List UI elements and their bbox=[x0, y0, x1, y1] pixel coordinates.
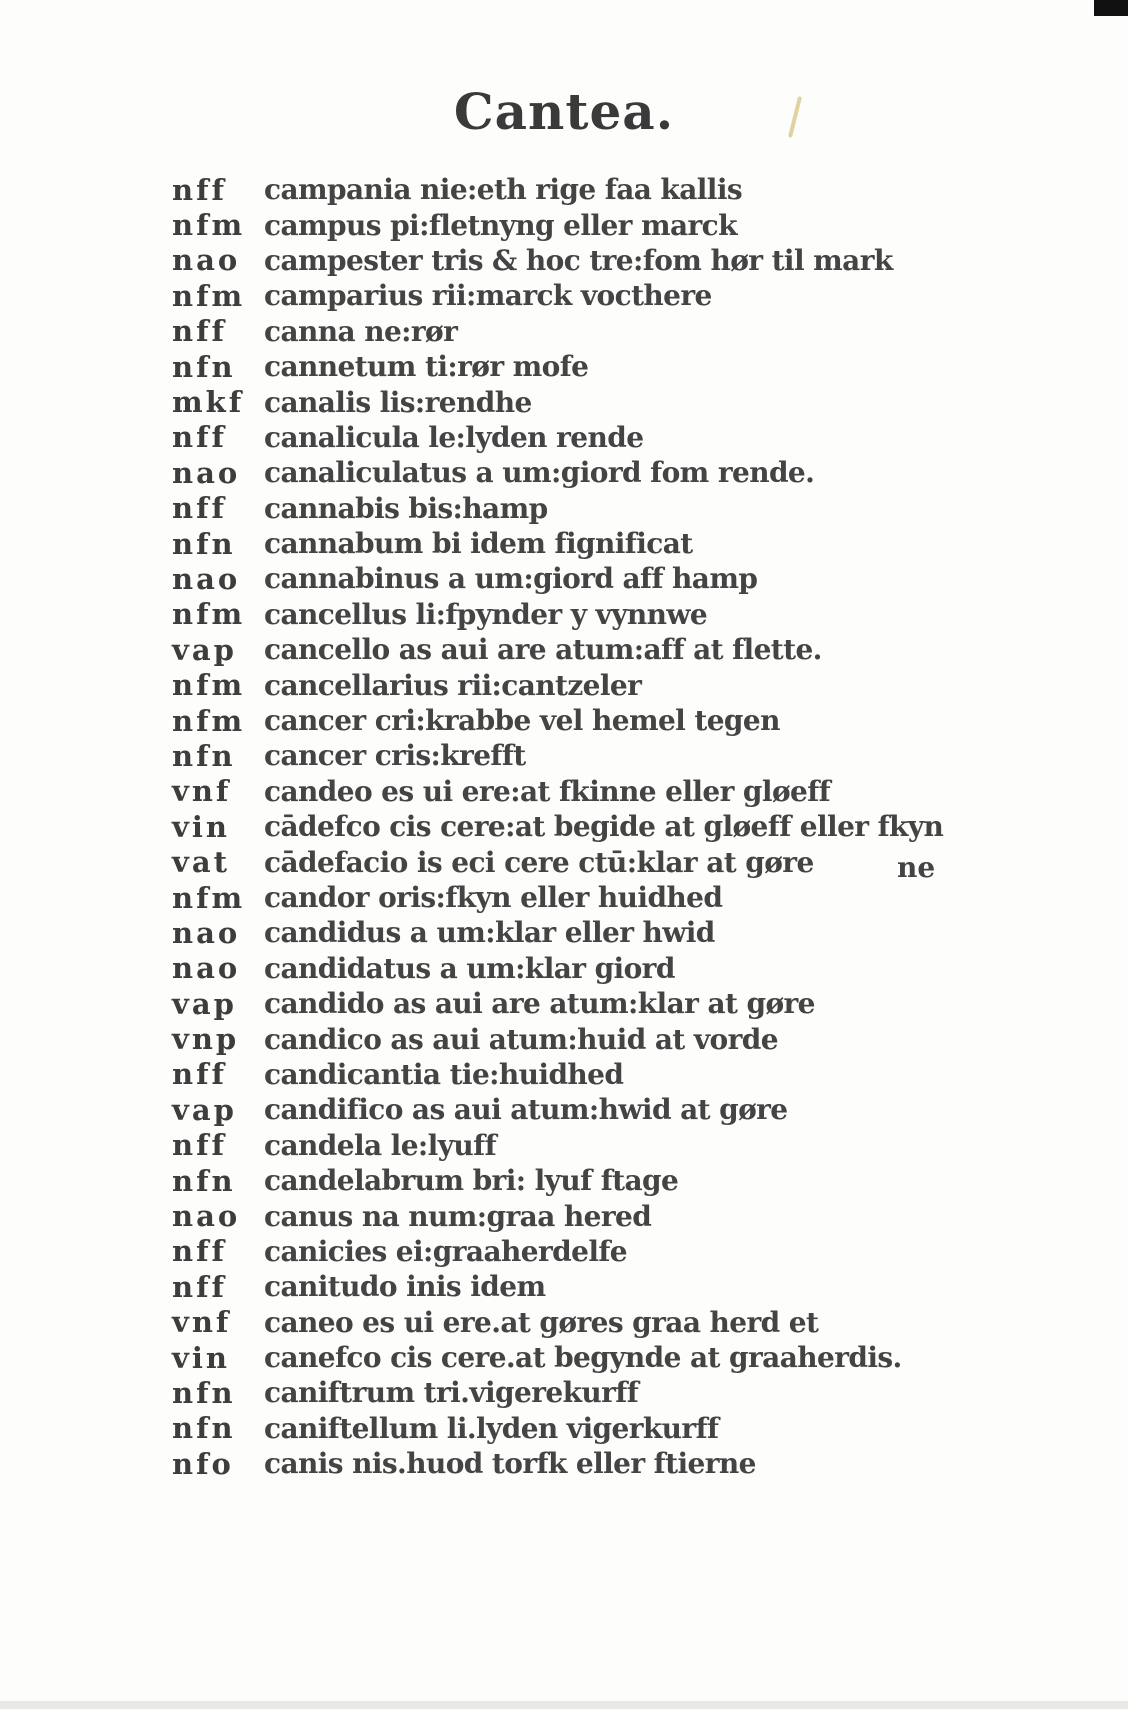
dictionary-entry bbox=[172, 349, 952, 384]
grammar-code: mkf bbox=[172, 385, 245, 420]
dictionary-entry bbox=[172, 1375, 952, 1410]
dictionary-entry bbox=[172, 703, 952, 738]
entry-text: canna ne:rør bbox=[264, 314, 458, 348]
dictionary-entry bbox=[172, 632, 952, 667]
grammar-code: nff bbox=[172, 1057, 228, 1092]
entry-text: cancer cris:krefft bbox=[264, 739, 526, 773]
dictionary-entry bbox=[172, 561, 952, 596]
entry-text: cancello as aui are atum:aff at flette. bbox=[264, 633, 822, 667]
grammar-code: vap bbox=[172, 632, 237, 667]
grammar-code: nfm bbox=[172, 278, 246, 313]
dictionary-entry bbox=[172, 384, 952, 419]
grammar-code: vap bbox=[172, 986, 237, 1021]
entry-text: canefco cis cere.at begynde at graaherdis. bbox=[264, 1341, 902, 1375]
entry-text: caniftellum li.lyden vigerkurff bbox=[264, 1411, 719, 1445]
dictionary-entry bbox=[172, 1411, 952, 1446]
page-title: Cantea. bbox=[453, 82, 675, 141]
grammar-code: nao bbox=[172, 915, 241, 950]
grammar-code: nfm bbox=[172, 668, 246, 703]
dictionary-entry bbox=[172, 278, 952, 313]
entry-text: cannabinus a um:giord aff hamp bbox=[264, 562, 758, 596]
dictionary-entries bbox=[172, 172, 952, 1481]
grammar-code: nao bbox=[172, 243, 241, 278]
entry-text: camparius rii:marck vocthere bbox=[264, 279, 712, 313]
grammar-code: vat bbox=[172, 845, 231, 880]
entry-text: campus pi:fletnyng eller marck bbox=[264, 208, 737, 242]
entry-text: canitudo inis idem bbox=[264, 1270, 546, 1304]
dictionary-entry bbox=[172, 455, 952, 490]
dictionary-entry bbox=[172, 1128, 952, 1163]
scan-bottom-edge bbox=[0, 1701, 1128, 1709]
dictionary-entry bbox=[172, 1092, 952, 1127]
entry-text: canalicula le:lyden rende bbox=[264, 420, 644, 454]
grammar-code: nfn bbox=[172, 1163, 236, 1198]
entry-text: campania nie:eth rige faa kallis bbox=[264, 173, 743, 207]
dictionary-entry bbox=[172, 243, 952, 278]
grammar-code: nfn bbox=[172, 526, 236, 561]
entry-text: caneo es ui ere.at gøres graa herd et bbox=[264, 1305, 819, 1339]
grammar-code: nfm bbox=[172, 703, 246, 738]
dictionary-entry bbox=[172, 1163, 952, 1198]
entry-text: candifico as aui atum:hwid at gøre bbox=[264, 1093, 788, 1127]
entry-text: cādefacio is eci cere ctū:klar at gøre bbox=[264, 845, 814, 879]
grammar-code: nao bbox=[172, 455, 241, 490]
grammar-code: nff bbox=[172, 1128, 228, 1163]
dictionary-entry bbox=[172, 420, 952, 455]
grammar-code: nfn bbox=[172, 1375, 236, 1410]
grammar-code: vap bbox=[172, 1092, 237, 1127]
entry-text: campester tris & hoc tre:fom hør til mark bbox=[264, 243, 893, 277]
grammar-code: nfm bbox=[172, 880, 246, 915]
entry-text: candidus a um:klar eller hwid bbox=[264, 916, 715, 950]
dictionary-entry bbox=[172, 1340, 952, 1375]
entry-text: cannabis bis:hamp bbox=[264, 491, 548, 525]
entry-text: candelabrum bri: lyuf ftage bbox=[264, 1164, 679, 1198]
entry-text: candico as aui atum:huid at vorde bbox=[264, 1022, 778, 1056]
dictionary-entry bbox=[172, 1057, 952, 1092]
entry-text: candeo es ui ere:at fkinne eller gløeff bbox=[264, 774, 831, 808]
dictionary-entry bbox=[172, 915, 952, 950]
grammar-code: nfn bbox=[172, 738, 236, 773]
grammar-code: nfm bbox=[172, 208, 246, 243]
dictionary-entry bbox=[172, 1198, 952, 1233]
dictionary-entry bbox=[172, 491, 952, 526]
grammar-code: vin bbox=[172, 1340, 230, 1375]
entry-text: canicies ei:graaherdelfe bbox=[264, 1234, 628, 1268]
grammar-code: nao bbox=[172, 1199, 241, 1234]
grammar-code: vnf bbox=[172, 774, 232, 809]
entry-text: canaliculatus a um:giord fom rende. bbox=[264, 456, 815, 490]
dictionary-entry bbox=[172, 172, 952, 207]
dictionary-entry bbox=[172, 1269, 952, 1304]
dictionary-entry bbox=[172, 667, 952, 702]
dictionary-entry bbox=[172, 738, 952, 773]
margin-note: ne bbox=[897, 851, 936, 884]
entry-text: candido as aui are atum:klar at gøre bbox=[264, 987, 815, 1021]
dictionary-entry bbox=[172, 844, 952, 879]
entry-text: cādefco cis cere:at begide at gløeff eller fkyn bbox=[264, 810, 944, 844]
grammar-code: nff bbox=[172, 1234, 228, 1269]
dictionary-entry bbox=[172, 207, 952, 242]
grammar-code: nao bbox=[172, 561, 241, 596]
entry-text: canis nis.huod torfk eller ftierne bbox=[264, 1447, 756, 1481]
entry-text: cancellarius rii:cantzeler bbox=[264, 668, 642, 702]
scan-edge-mark bbox=[1094, 0, 1128, 16]
entry-text: cannetum ti:rør mofe bbox=[264, 350, 589, 384]
entry-text: canus na num:graa hered bbox=[264, 1199, 652, 1233]
entry-text: candor oris:fkyn eller huidhed bbox=[264, 881, 723, 914]
grammar-code: nff bbox=[172, 420, 228, 455]
entry-text: caniftrum tri.vigerekurff bbox=[264, 1376, 639, 1410]
grammar-code: nao bbox=[172, 951, 241, 986]
grammar-code: nff bbox=[172, 1269, 228, 1304]
entry-text: candela le:lyuff bbox=[264, 1128, 497, 1162]
entry-text: canalis lis:rendhe bbox=[264, 385, 532, 419]
grammar-code: nfm bbox=[172, 597, 246, 632]
dictionary-entry bbox=[172, 1305, 952, 1340]
grammar-code: vin bbox=[172, 809, 230, 844]
entry-text: cancer cri:krabbe vel hemel tegen bbox=[264, 704, 780, 738]
dictionary-entry bbox=[172, 597, 952, 632]
grammar-code: nfo bbox=[172, 1446, 234, 1481]
grammar-code: nff bbox=[172, 314, 228, 349]
grammar-code: vnp bbox=[172, 1022, 240, 1057]
entry-text: candidatus a um:klar giord bbox=[264, 951, 675, 985]
grammar-code: vnf bbox=[172, 1305, 232, 1340]
entry-text: cancellus li:fpynder y vynnwe bbox=[264, 597, 708, 631]
dictionary-entry bbox=[172, 526, 952, 561]
dictionary-entry bbox=[172, 1234, 952, 1269]
grammar-code: nfn bbox=[172, 1411, 236, 1446]
dictionary-entry bbox=[172, 809, 952, 844]
dictionary-entry bbox=[172, 1021, 952, 1056]
dictionary-entry bbox=[172, 951, 952, 986]
entry-text: candicantia tie:huidhed bbox=[264, 1057, 624, 1091]
dictionary-entry bbox=[172, 986, 952, 1021]
dictionary-entry bbox=[172, 314, 952, 349]
entry-text: cannabum bi idem fignificat bbox=[264, 527, 693, 561]
grammar-code: nfn bbox=[172, 349, 236, 384]
dictionary-entry bbox=[172, 1446, 952, 1481]
dictionary-entry bbox=[172, 880, 952, 915]
dictionary-entry bbox=[172, 774, 952, 809]
grammar-code: nff bbox=[172, 172, 228, 207]
grammar-code: nff bbox=[172, 491, 228, 526]
